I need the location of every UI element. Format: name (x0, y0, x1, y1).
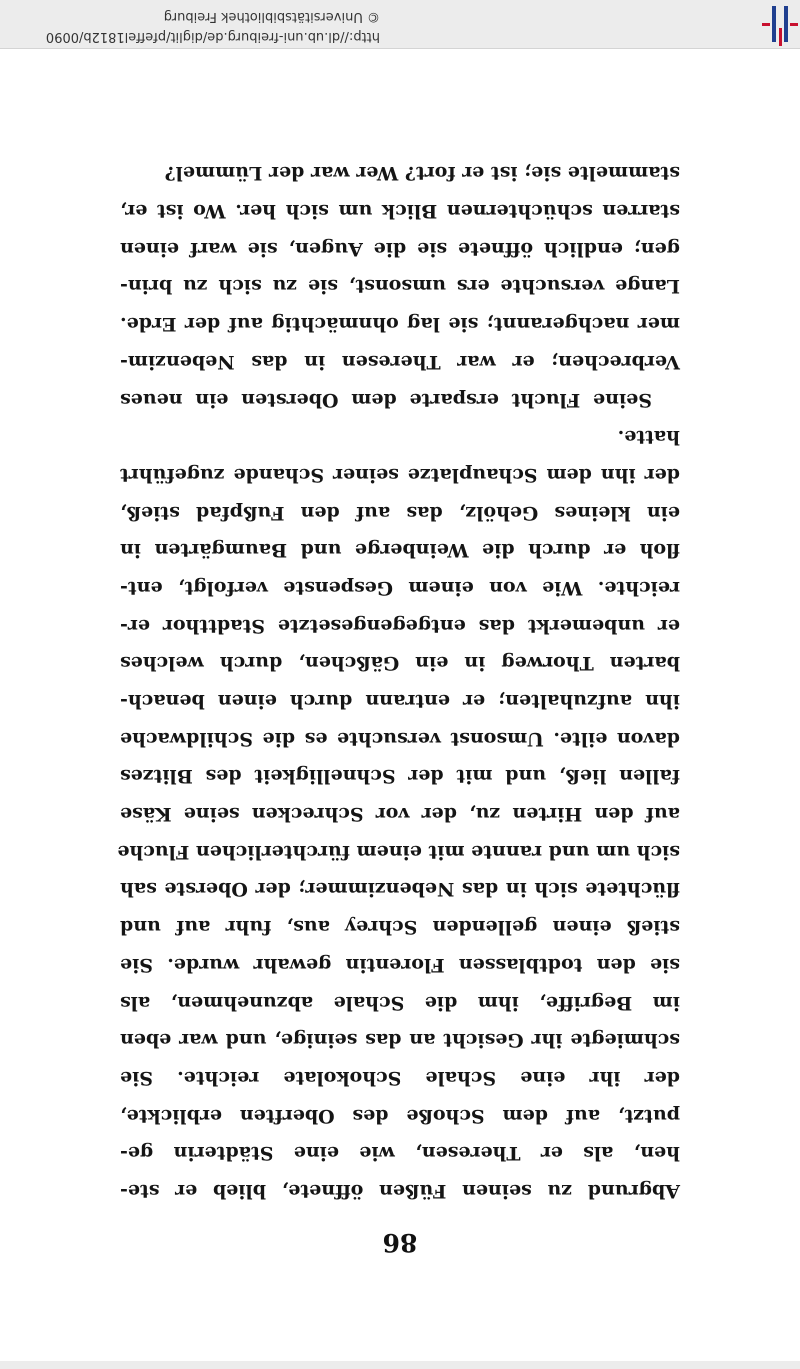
text-line: ein kleines Gehölz, das auf den Fußpfad stieß, (120, 501, 680, 524)
text-line: Abgrund zu seinen Füßen öffnete, blieb er ste- (120, 1180, 680, 1202)
text-line: floh er durch die Weinberge und Baumgärten in (120, 539, 680, 562)
text-line: schmiegte ihr Gesicht an das seinige, und war eben (120, 1029, 680, 1052)
text-line: der ihr eine Schale Schokolate reichte. Sie (120, 1066, 680, 1089)
text-line: starren schüchternen Blick um sich her. Wo ist er, (120, 200, 680, 223)
text-line: der ihn dem Schauplatze seiner Schande zugeführt (120, 463, 680, 486)
text-line: flüchtete sich in das Nebenzimmer; der Oberste sah (120, 878, 680, 901)
text-line: mer nachgerannt; sie lag ohnmächtig auf der Erde. (120, 313, 680, 336)
text-line: gen; endlich öffnete sie die Augen, sie warf einen (120, 237, 680, 260)
text-line: putzt, auf dem Schoße des Oberften erblickte, (120, 1104, 680, 1127)
document-url-link[interactable]: http://dl.ub.uni-freiburg.de/diglit/pfeffel1812b/0090 (45, 29, 380, 44)
text-line: im Begriffe, ihm die Schale abzunehmen, als (120, 991, 680, 1014)
text-line: reichte. Wie von einem Gespenste verfolgt, ent- (120, 577, 680, 599)
text-line: Seine Flucht ersparte dem Obersten ein neues (120, 388, 652, 411)
top-strip (0, 1361, 800, 1369)
text-line: sie den todtblassen Florentin gewahr wurde. Sie (120, 953, 680, 976)
text-line: stammelte sie; ist er fort? Wer war der Lümmel? (164, 162, 680, 185)
text-line: sich um und rannte mit einem fürchterlichen Fluche (117, 840, 680, 863)
page-number: 86 (382, 1228, 418, 1257)
text-line: er unbemerkt das entgegengesetzte Stadtthor er- (120, 614, 680, 637)
text-line: Lange versuchte ers umsonst, sie zu sich zu brin- (120, 275, 680, 298)
text-line: stieß einen gellenden Schrey aus, fuhr auf und (120, 916, 680, 939)
footer-bar (0, 0, 800, 49)
page-text (117, 154, 680, 1209)
text-line: barten Thorweg in ein Gäßchen, durch welches (120, 652, 680, 675)
text-line: hen, als er Theresen, wie eine Städterin ge- (120, 1142, 680, 1165)
text-line: fallen ließ, und mit der Schnelligkeit des Blitzes (120, 765, 680, 788)
text-line: ihn aufzuhalten; er entrann durch einen benach- (120, 690, 680, 713)
text-line: auf den Hirten zu, der vor Schrecken seine Käse (120, 803, 680, 826)
university-logo-icon (740, 2, 800, 46)
copyright-notice: © Universitätsbibliothek Freiburg (163, 9, 380, 24)
text-line: Verbrechen; er war Theresen in das Nebenzim- (120, 350, 680, 373)
text-line: davon eilte. Umsonst versuchte es die Schildwache (120, 727, 680, 750)
text-line: hatte. (617, 426, 680, 449)
